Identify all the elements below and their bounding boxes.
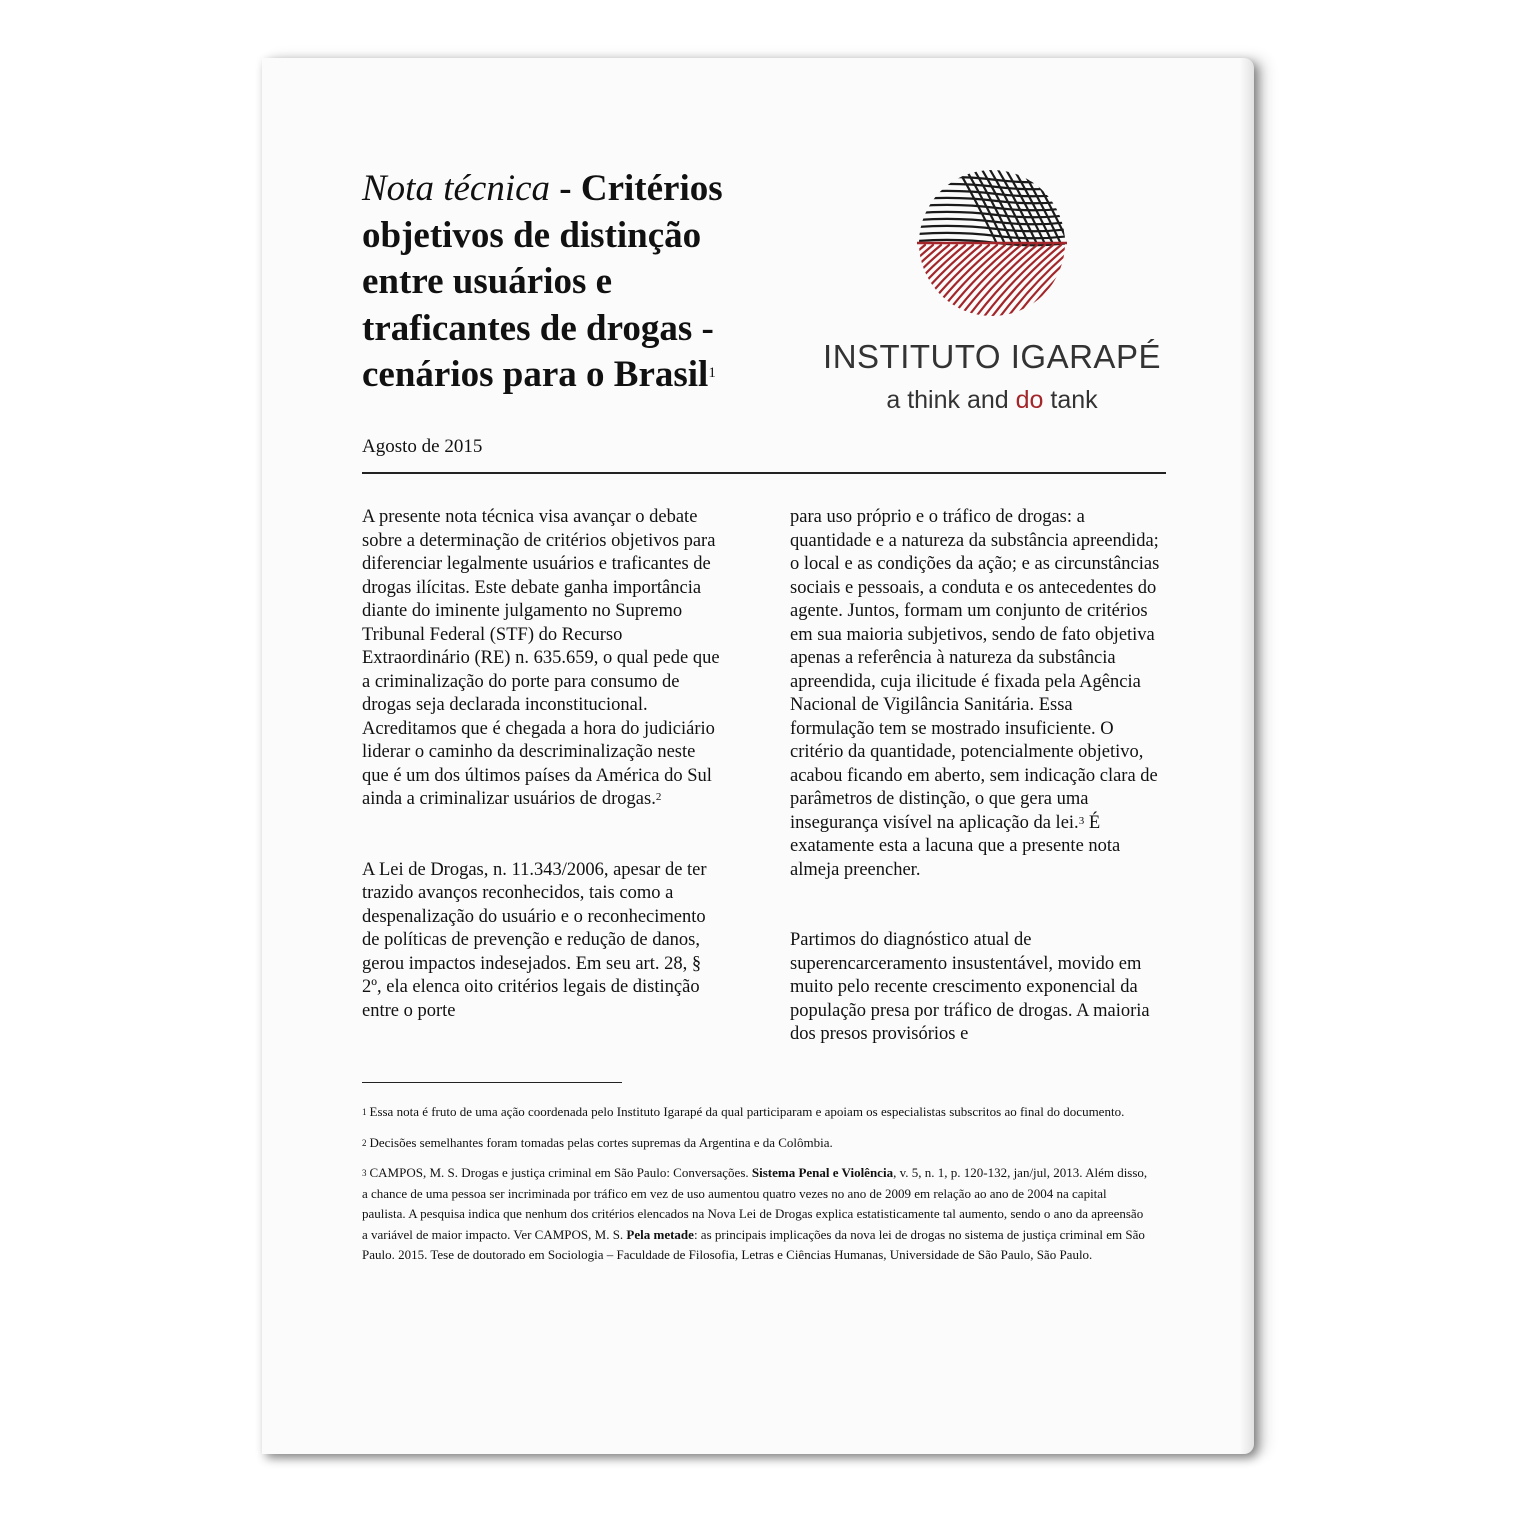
paragraph-4: Partimos do diagnóstico atual de superencarceramento insustentável, movido em muito pelo recente crescimento exponencial da população presa por tráfico de drogas. A maioria dos presos provisórios e xyxy=(790,930,1150,1044)
footnote-3-text-e: : as principais implicações da nova lei de drogas no sistema de justiça criminal em São Paulo. 2015. Tese de doutorado em Sociologia – Faculdade de Filosofia, Letras e Ciências Humanas, Universidade de São Paulo, São Paulo. xyxy=(362,1226,1145,1262)
title-bold-part: - Critérios objetivos de distinção entre usuários e traficantes de drogas - cenários para o Brasil xyxy=(362,168,723,395)
paragraph-1-text: A presente nota técnica visa avançar o debate sobre a determinação de critérios objetivos para diferenciar legalmente usuários e traficantes de drogas ilícitas. Este debate ganha importância diante do iminente julgamento no Supremo Tribunal Federal (STF) do Recurso Extraordinário (RE) n. 635.659, o qual pede que a criminalização do porte para consumo de drogas seja declarada inconstitucional. Acreditamos que é chegada a hora do judiciário liderar o caminho da descriminalização neste que é um dos últimos países da América do Sul ainda a criminalizar usuários de drogas. xyxy=(362,507,720,809)
tagline-accent: do xyxy=(1015,386,1044,414)
institute-name: INSTITUTO IGARAPÉ xyxy=(823,338,1161,375)
paragraph-3-text: para uso próprio e o tráfico de drogas: a quantidade e a natureza da substância apreendida; o local e as condições da ação; e as circunstâncias sociais e pessoais, a conduta e os antecedentes do agente. Juntos, formam um conjunto de critérios em sua maioria subjetivos, sendo de fato objetiva apenas a referência à natureza da substância apreendida, cuja ilicitude é fixada pela Agência Nacional de Vigilância Sanitária. Essa formulação tem se mostrado insuficiente. O critério da quantidade, potencialmente objetivo, acabou ficando em aberto, sem indicação clara de parâmetros de distinção, o que gera uma insegurança visível na aplicação da lei. xyxy=(790,507,1160,833)
document-page xyxy=(262,58,1254,1454)
body-column-right xyxy=(790,506,1160,1047)
footnote-ref-3: 3 xyxy=(1078,814,1085,827)
footnote-1-text: Essa nota é fruto de uma ação coordenada pelo Instituto Igarapé da qual participaram e apoiam os especialistas subscritos ao final do documento. xyxy=(369,1104,1125,1119)
igarape-logo-icon xyxy=(917,168,1067,318)
document-title xyxy=(362,166,782,399)
document-date: Agosto de 2015 xyxy=(362,436,483,457)
footnote-3-journal: Sistema Penal e Violência xyxy=(751,1165,894,1180)
footnote-3 xyxy=(362,1163,1152,1266)
header-divider xyxy=(362,472,1166,474)
tagline-end: tank xyxy=(1043,386,1098,414)
paragraph-2: A Lei de Drogas, n. 11.343/2006, apesar de ter trazido avanços reconhecidos, tais como a despenalização do usuário e o reconhecimento de políticas de prevenção e redução de danos, gerou impactos indesejados. Em seu art. 28, § 2º, ela elenca oito critérios legais de distinção entre o porte xyxy=(362,859,707,1021)
tagline-start: a think and xyxy=(886,386,1016,414)
body-column-left xyxy=(362,506,724,1023)
institute-tagline xyxy=(822,386,1162,415)
footnote-3-text-a: CAMPOS, M. S. Drogas e justiça criminal em São Paulo: Conversações. xyxy=(369,1165,752,1180)
footnote-divider xyxy=(362,1082,622,1083)
footnote-1-number: 1 xyxy=(362,1107,367,1117)
title-footnote-ref: 1 xyxy=(708,365,716,381)
footnote-3-number: 3 xyxy=(362,1168,367,1178)
footnote-2-text: Decisões semelhantes foram tomadas pelas cortes supremas da Argentina e da Colômbia. xyxy=(369,1134,833,1150)
footnotes xyxy=(362,1102,1152,1276)
footnote-3-thesis-title: Pela metade xyxy=(626,1226,694,1242)
footnote-2 xyxy=(362,1133,1152,1154)
paragraph-3 xyxy=(790,506,1160,882)
footnote-ref-2: 2 xyxy=(655,791,662,803)
footnote-3-text-c: , v. 5, n. 1, p. 120-132, jan/jul, 2013. Além disso, a chance de uma pessoa ser incriminada por tráfico em vez de uso aumentou quatro vezes no ano de 2009 em relação ao ano de 2004 na capital paulista. A pesquisa indica que nenhum dos critérios elencados na Nova Lei de Drogas explica estatisticamente tal aumento, sendo o ano da apreensão a variável de maior impacto. Ver CAMPOS, M. S. xyxy=(362,1165,1148,1242)
footnote-2-number: 2 xyxy=(362,1137,367,1148)
title-italic-part: Nota técnica xyxy=(362,168,551,209)
paragraph-1 xyxy=(362,506,724,812)
paragraph-3-tail: É exatamente esta a lacuna que a presente nota almeja preencher. xyxy=(790,812,1121,880)
footnote-1 xyxy=(362,1102,1152,1123)
